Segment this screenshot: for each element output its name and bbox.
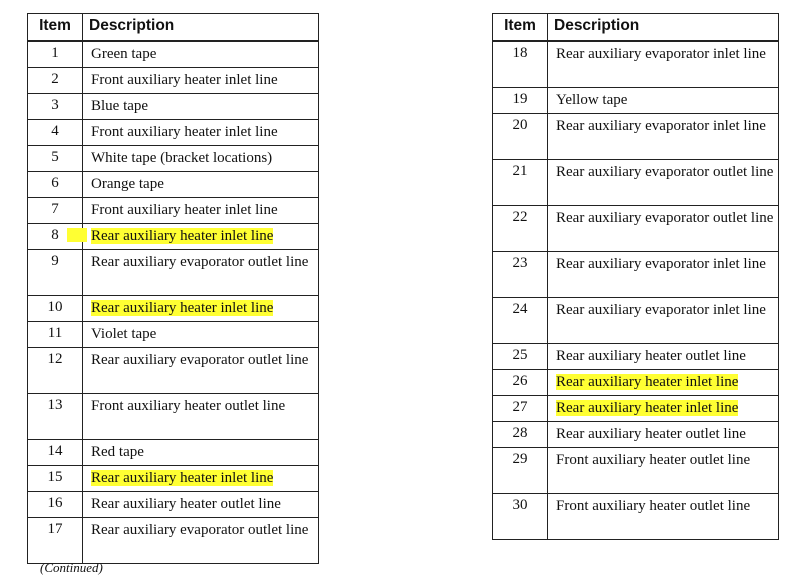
item-number: 18 [493, 41, 548, 88]
table-row [28, 518, 319, 564]
item-number: 29 [493, 448, 548, 494]
item-number: 13 [28, 394, 83, 440]
highlighted-text: Rear auxiliary heater inlet line [91, 228, 274, 244]
table-row [493, 114, 779, 160]
item-number: 26 [493, 370, 548, 396]
item-column-header: Item [28, 14, 83, 42]
item-description: Rear auxiliary heater outlet line [83, 492, 319, 518]
description-column-header: Description [548, 14, 779, 42]
item-number: 28 [493, 422, 548, 448]
table-row [493, 448, 779, 494]
item-description: Front auxiliary heater inlet line [83, 68, 319, 94]
item-column-header: Item [493, 14, 548, 42]
table-row [28, 250, 319, 296]
item-description: Rear auxiliary evaporator inlet line [548, 41, 779, 88]
table-row [28, 348, 319, 394]
item-description: Front auxiliary heater inlet line [83, 198, 319, 224]
item-description [83, 224, 319, 250]
table-row [28, 68, 319, 94]
item-description: Front auxiliary heater outlet line [548, 448, 779, 494]
table-row [28, 440, 319, 466]
table-row [28, 120, 319, 146]
item-description: Rear auxiliary evaporator outlet line [548, 160, 779, 206]
item-number: 17 [28, 518, 83, 564]
item-number: 25 [493, 344, 548, 370]
item-description: Front auxiliary heater outlet line [548, 494, 779, 540]
table-row [493, 206, 779, 252]
item-description [548, 396, 779, 422]
item-number: 3 [28, 94, 83, 120]
item-description: Rear auxiliary evaporator outlet line [83, 348, 319, 394]
table-row [28, 394, 319, 440]
item-description: Rear auxiliary evaporator outlet line [548, 206, 779, 252]
table-row [493, 88, 779, 114]
item-number: 21 [493, 160, 548, 206]
table-row [28, 492, 319, 518]
table-row [493, 396, 779, 422]
item-number: 11 [28, 322, 83, 348]
item-description: White tape (bracket locations) [83, 146, 319, 172]
highlighted-text: Rear auxiliary heater inlet line [556, 400, 739, 416]
item-number: 19 [493, 88, 548, 114]
highlight-mark [67, 228, 87, 242]
item-description: Rear auxiliary evaporator inlet line [548, 252, 779, 298]
item-number: 12 [28, 348, 83, 394]
item-number: 30 [493, 494, 548, 540]
item-description: Front auxiliary heater outlet line [83, 394, 319, 440]
parts-table-right [492, 13, 779, 540]
item-description: Blue tape [83, 94, 319, 120]
table-row [28, 172, 319, 198]
item-number: 5 [28, 146, 83, 172]
table-row [28, 94, 319, 120]
table-row [28, 41, 319, 68]
description-column-header: Description [83, 14, 319, 42]
item-description: Green tape [83, 41, 319, 68]
table-row [28, 466, 319, 492]
table-row [493, 370, 779, 396]
item-description: Red tape [83, 440, 319, 466]
table-row [493, 298, 779, 344]
table-row [493, 494, 779, 540]
item-description: Yellow tape [548, 88, 779, 114]
highlighted-text: Rear auxiliary heater inlet line [91, 300, 274, 316]
item-number: 27 [493, 396, 548, 422]
item-description [83, 296, 319, 322]
item-number: 4 [28, 120, 83, 146]
item-number: 16 [28, 492, 83, 518]
table-row [28, 198, 319, 224]
item-description: Rear auxiliary evaporator inlet line [548, 298, 779, 344]
table-row [493, 344, 779, 370]
item-number: 1 [28, 41, 83, 68]
item-description: Orange tape [83, 172, 319, 198]
table-row [493, 252, 779, 298]
highlighted-text: Rear auxiliary heater inlet line [556, 374, 739, 390]
item-description: Violet tape [83, 322, 319, 348]
parts-table-left [27, 13, 319, 564]
item-number: 10 [28, 296, 83, 322]
item-description: Rear auxiliary evaporator outlet line [83, 518, 319, 564]
item-description: Rear auxiliary heater outlet line [548, 422, 779, 448]
item-number: 8 [28, 224, 83, 250]
item-description [83, 466, 319, 492]
item-number: 7 [28, 198, 83, 224]
table-row [28, 296, 319, 322]
item-description [548, 370, 779, 396]
item-description: Rear auxiliary evaporator inlet line [548, 114, 779, 160]
item-number: 2 [28, 68, 83, 94]
table-row [493, 41, 779, 88]
item-number: 9 [28, 250, 83, 296]
item-description: Rear auxiliary heater outlet line [548, 344, 779, 370]
table-row [493, 160, 779, 206]
table-row [28, 322, 319, 348]
highlighted-text: Rear auxiliary heater inlet line [91, 470, 274, 486]
table-row [28, 224, 319, 250]
table-row [493, 422, 779, 448]
table-row [28, 146, 319, 172]
item-description: Front auxiliary heater inlet line [83, 120, 319, 146]
item-description: Rear auxiliary evaporator outlet line [83, 250, 319, 296]
item-number: 22 [493, 206, 548, 252]
continued-note: (Continued) [40, 560, 103, 575]
item-number: 14 [28, 440, 83, 466]
item-number: 20 [493, 114, 548, 160]
item-number: 23 [493, 252, 548, 298]
item-number: 6 [28, 172, 83, 198]
item-number: 24 [493, 298, 548, 344]
item-number: 15 [28, 466, 83, 492]
